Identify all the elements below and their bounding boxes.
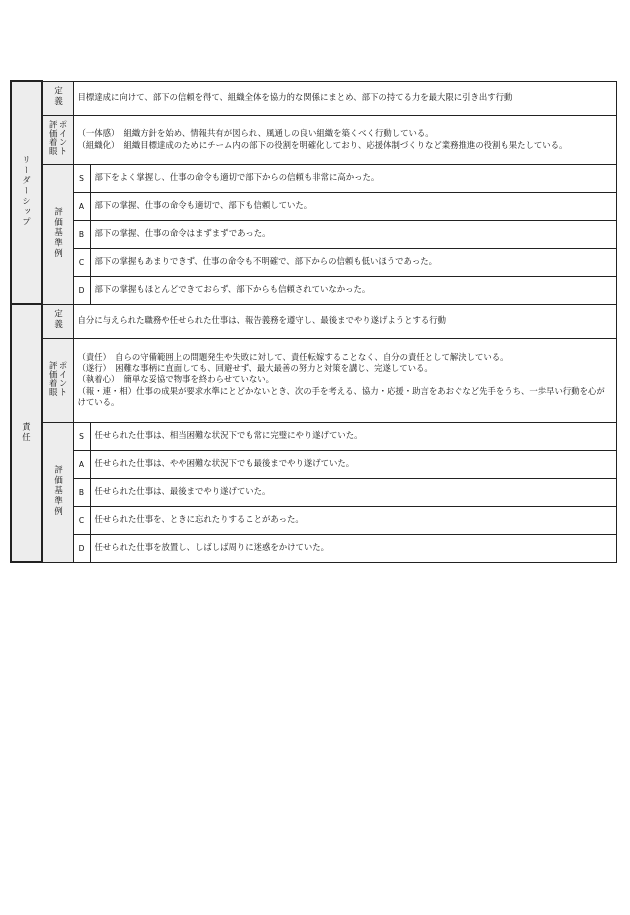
grade-cell: A [73,192,90,220]
grade-cell: S [73,164,90,192]
criteria-text: 任せられた仕事は、最後までやり遂げていた。 [90,478,617,506]
criteria-text: 部下の掌握、仕事の命令はまずまずであった。 [90,220,617,248]
point-item: （一体感） 組織方針を始め、情報共有が図られ、風通しの良い組織を築くべく行動している。 [77,128,434,139]
point-item: （責任） 自らの守備範囲上の問題発生や失敗に対して、責任転嫁することなく、自分の責任として解決している。 [77,351,509,362]
point-label-a: ポイント [58,360,69,397]
point-label-a: ポイント [58,120,69,156]
points-text [73,338,617,422]
criteria-row [11,276,617,304]
point-item: （遂行） 困難な事柄に直面しても、回避せず、最大最善の努力と対策を講じ、完遂している。 [77,362,433,373]
definition-text: 自分に与えられた職務や任せられた仕事は、報告義務を遵守し、最後までやり遂げようとする行動 [73,304,617,338]
criteria-row [11,248,617,276]
criteria-row [11,220,617,248]
grade-cell: S [73,422,90,450]
criteria-text: 任せられた仕事は、相当困難な状況下でも常に完璧にやり遂げていた。 [90,422,617,450]
definition-label: 定義 [53,86,64,108]
category-name: リーダーシップ [21,155,32,228]
criteria-row [11,534,617,562]
definition-label: 定義 [53,309,64,331]
grade-cell: D [73,276,90,304]
definition-label-cell [42,304,73,338]
point-label-cell [42,338,73,422]
category-leadership [11,81,42,304]
point-item: （執着心） 簡単な妥協で物事を終わらせていない。 [77,374,275,385]
criteria-row [11,478,617,506]
criteria-label: 評価基準例 [53,464,64,517]
grade-cell: B [73,478,90,506]
criteria-text: 任せられた仕事を放置し、しばしば周りに迷惑をかけていた。 [90,534,617,562]
criteria-text: 部下の掌握、仕事の命令も適切で、部下も信頼していた。 [90,192,617,220]
leadership-points-row [11,115,617,164]
criteria-row [11,450,617,478]
criteria-row [11,164,617,192]
point-item: （組織化） 組織目標達成のためにチーム内の部下の役割を明確化しており、応援体制づくりなど業務推進の役割も果たしている。 [77,139,568,150]
category-name: 責任 [21,421,32,443]
responsibility-points-row [11,338,617,422]
point-item: （報・連・相）仕事の成果が要求水準にとどかないとき、次の手を考える、協力・応援・助言をあおぐなど先手をうち、一歩早い行動を心がけている。 [77,385,605,408]
point-label-b: 評価着眼 [48,120,59,156]
grade-cell: D [73,534,90,562]
criteria-text: 部下をよく掌握し、仕事の命令も適切で部下からの信頼も非常に高かった。 [90,164,617,192]
definition-text: 目標達成に向けて、部下の信頼を得て、組織全体を協力的な関係にまとめ、部下の持てる力を最大限に引き出す行動 [73,81,617,115]
leadership-definition-row [11,81,617,115]
criteria-text: 部下の掌握もあまりできず、仕事の命令も不明確で、部下からの信頼も低いほうであった。 [90,248,617,276]
evaluation-table [10,80,617,563]
definition-label-cell [42,81,73,115]
criteria-row [11,422,617,450]
criteria-row [11,506,617,534]
criteria-row [11,192,617,220]
criteria-text: 任せられた仕事は、やや困難な状況下でも最後までやり遂げていた。 [90,450,617,478]
grade-cell: C [73,248,90,276]
responsibility-definition-row [11,304,617,338]
criteria-label: 評価基準例 [53,206,64,259]
grade-cell: A [73,450,90,478]
points-text [73,115,617,164]
point-label-b: 評価着眼 [48,360,59,397]
category-responsibility [11,304,42,562]
grade-cell: C [73,506,90,534]
criteria-label-cell [42,422,73,562]
criteria-text: 部下の掌握もほとんどできておらず、部下からも信頼されていなかった。 [90,276,617,304]
criteria-text: 任せられた仕事を、ときに忘れたりすることがあった。 [90,506,617,534]
point-label-cell [42,115,73,164]
grade-cell: B [73,220,90,248]
criteria-label-cell [42,164,73,304]
